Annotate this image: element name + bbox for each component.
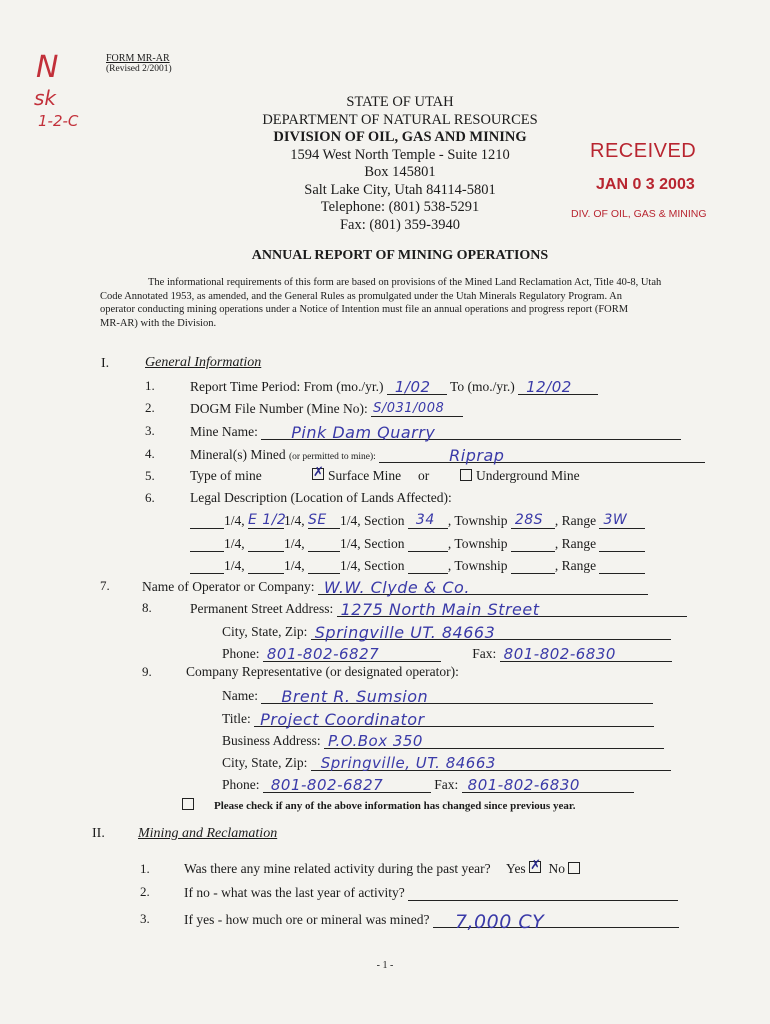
township-label: Township	[454, 513, 508, 528]
yes-label: Yes	[506, 861, 526, 876]
agency-state: STATE OF UTAH	[346, 94, 454, 110]
legal-section-value: 34	[415, 512, 435, 528]
agency-city: Salt Lake City, Utah 84114-5801	[304, 181, 496, 198]
yes-checkbox[interactable]	[529, 861, 541, 873]
legal-row: 1/4, E 1/21/4, SE 1/4, Section 34 , Township 28S , Range 3W	[190, 512, 645, 529]
type-label: Type of mine	[190, 468, 262, 483]
item-number: 1.	[145, 378, 155, 393]
legal-range-field[interactable]	[599, 557, 645, 574]
rep-name-label: Name:	[222, 688, 258, 703]
item-number: 1.	[140, 861, 150, 876]
last-activity-question: If no - what was the last year of activity?	[184, 885, 405, 900]
item-number: 3.	[145, 423, 155, 438]
quarter-label: 1/4,	[224, 558, 245, 573]
activity-question: Was there any mine related activity during the past year?	[184, 861, 491, 876]
intro-line: MR-AR) with the Division.	[100, 317, 217, 329]
section1-numeral: I.	[101, 356, 110, 371]
rep-title-label: Title:	[222, 711, 251, 726]
last-activity-field[interactable]	[408, 884, 678, 901]
legal-quarter-field[interactable]	[190, 535, 224, 552]
csz-value: Springville UT. 84663	[314, 623, 496, 642]
rep-phone-value: 801-802-6827	[270, 776, 384, 794]
street-label: Permanent Street Address:	[190, 601, 334, 616]
margin-note-initials: sk	[34, 86, 57, 110]
amount-mined-row	[184, 911, 679, 933]
legal-quarter2-value: E 1/2	[248, 512, 287, 528]
rep-phone-field[interactable]	[263, 776, 431, 793]
rep-csz-value: Springville, UT. 84663	[320, 754, 496, 772]
file-number-value: S/031/008	[373, 401, 445, 416]
rep-title-field[interactable]	[254, 710, 654, 727]
legal-row: 1/4, 1/4, 1/4, Section , Township , Range	[190, 557, 645, 574]
legal-quarter-field[interactable]	[248, 535, 284, 552]
legal-range-field[interactable]	[599, 535, 645, 552]
agency-division: DIVISION OF OIL, GAS AND MINING	[273, 129, 527, 145]
surface-mine-label: Surface Mine	[328, 468, 402, 483]
phone-row	[222, 645, 672, 662]
section1-heading: General Information	[145, 355, 262, 370]
legal-quarter3-value: SE	[308, 512, 327, 528]
township-label: Township	[454, 558, 508, 573]
report-from-field[interactable]	[387, 378, 447, 395]
margin-note-date: 1-2-C	[38, 112, 79, 130]
received-office: DIV. OF OIL, GAS & MINING	[571, 208, 707, 220]
intro-line: operator conducting mining operations under a Notice of Intention must file an annual operations and progress report (FORM	[100, 304, 629, 315]
last-activity-row	[184, 884, 678, 901]
surface-mine-option[interactable]	[312, 468, 401, 484]
fax-field[interactable]	[500, 645, 672, 662]
legal-quarter-field[interactable]	[248, 512, 287, 529]
underground-mine-checkbox[interactable]	[460, 469, 472, 481]
form-revised: (Revised 2/2001)	[106, 64, 172, 74]
legal-township-field[interactable]	[511, 535, 555, 552]
margin-note-n: N	[36, 50, 59, 85]
operator-value: W.W. Clyde & Co.	[323, 578, 470, 597]
amount-mined-value: 7,000 CY	[454, 911, 545, 933]
report-period-row	[190, 378, 598, 395]
legal-quarter-field[interactable]	[190, 557, 224, 574]
file-number-label: DOGM File Number (Mine No):	[190, 401, 368, 416]
legal-section-field[interactable]	[408, 512, 448, 529]
mine-name-field[interactable]	[261, 423, 681, 440]
rep-csz-field[interactable]	[311, 754, 671, 771]
township-label: Township	[454, 536, 508, 551]
legal-quarter-field[interactable]	[248, 557, 284, 574]
rep-name-field[interactable]	[261, 687, 653, 704]
rep-address-row	[222, 732, 664, 749]
quarter-label: 1/4,	[224, 513, 245, 528]
section-label: 1/4, Section	[340, 536, 405, 551]
minerals-note: (or permitted to mine):	[288, 452, 376, 462]
rep-name-row	[222, 687, 653, 704]
rep-title-row	[222, 710, 654, 727]
operator-label: Name of Operator or Company:	[142, 579, 315, 594]
agency-header	[200, 94, 600, 234]
street-value: 1275 North Main Street	[340, 600, 540, 619]
street-row	[190, 600, 687, 617]
rep-fax-label: Fax:	[434, 777, 459, 792]
rep-address-value: P.O.Box 350	[328, 732, 423, 750]
quarter-label: 1/4,	[284, 558, 305, 573]
report-from-value: 1/02	[394, 378, 431, 396]
report-to-label: To (mo./yr.)	[450, 379, 515, 394]
phone-field[interactable]	[263, 645, 441, 662]
rep-csz-label: City, State, Zip:	[222, 755, 308, 770]
legal-range-value: 3W	[603, 512, 628, 528]
rep-csz-row	[222, 754, 671, 771]
report-to-field[interactable]	[518, 378, 598, 395]
item-number: 8.	[142, 600, 152, 615]
rep-phone-label: Phone:	[222, 777, 260, 792]
agency-fax: Fax: (801) 359-3940	[339, 216, 460, 233]
csz-field[interactable]	[311, 623, 671, 640]
agency-address1: 1594 West North Temple - Suite 1210	[290, 146, 510, 163]
changed-checkbox[interactable]	[182, 798, 194, 810]
section-label: 1/4, Section	[340, 558, 405, 573]
section-label: 1/4, Section	[340, 513, 405, 528]
page-number: - 1 -	[376, 960, 394, 971]
minerals-value: Riprap	[449, 446, 505, 465]
minerals-label: Mineral(s) Mined	[190, 447, 286, 462]
rep-name-value: Brent R. Sumsion	[281, 687, 429, 706]
intro-line: The informational requirements of this form are based on provisions of the Mined Land Reclamation Act, Title 40-8, Utah	[148, 277, 662, 288]
quarter-label: 1/4,	[284, 513, 305, 528]
legal-quarter-field[interactable]	[308, 512, 340, 529]
amount-mined-field[interactable]	[433, 911, 679, 933]
minerals-field[interactable]	[379, 446, 705, 463]
mine-name-value: Pink Dam Quarry	[291, 423, 436, 442]
range-label: Range	[561, 513, 597, 528]
no-label: No	[548, 861, 565, 876]
legal-township-field[interactable]	[511, 512, 555, 529]
no-checkbox[interactable]	[568, 862, 580, 874]
item-number: 9.	[142, 664, 152, 679]
item-number: 4.	[145, 446, 155, 461]
received-date: JAN 0 3 2003	[596, 176, 695, 193]
legal-township-value: 28S	[514, 512, 544, 528]
rep-address-label: Business Address:	[222, 733, 321, 748]
activity-question-row	[184, 861, 584, 877]
range-label: Range	[561, 536, 597, 551]
range-label: Range	[561, 558, 597, 573]
legal-quarter-field[interactable]	[308, 535, 340, 552]
form-code: FORM MR-AR	[106, 53, 170, 64]
agency-telephone: Telephone: (801) 538-5291	[320, 199, 480, 215]
rep-phone-row	[222, 776, 634, 793]
file-number-row	[190, 400, 463, 417]
report-to-value: 12/02	[526, 378, 572, 396]
legal-range-field[interactable]	[599, 512, 645, 529]
rep-title-value: Project Coordinator	[260, 710, 425, 729]
quarter-label: 1/4,	[224, 536, 245, 551]
intro-paragraph	[100, 276, 661, 330]
item-number: 2.	[145, 400, 155, 415]
legal-section-field[interactable]	[408, 535, 448, 552]
item-number: 2.	[140, 884, 150, 899]
fax-value: 801-802-6830	[503, 645, 616, 663]
report-period-label: Report Time Period: From (mo./yr.)	[190, 379, 384, 394]
received-stamp: RECEIVED	[590, 140, 697, 162]
rep-fax-value: 801-802-6830	[467, 776, 580, 794]
amount-mined-question: If yes - how much ore or mineral was mined?	[184, 912, 430, 927]
rep-fax-field[interactable]	[462, 776, 634, 793]
rep-address-field[interactable]	[324, 732, 664, 749]
report-title: ANNUAL REPORT OF MINING OPERATIONS	[251, 248, 549, 263]
street-field[interactable]	[337, 600, 687, 617]
fax-label: Fax:	[472, 646, 497, 661]
changed-row	[182, 798, 575, 812]
quarter-label: 1/4,	[284, 536, 305, 551]
operator-row	[142, 578, 648, 595]
legal-township-field[interactable]	[511, 557, 555, 574]
underground-mine-label: Underground Mine	[476, 468, 580, 483]
minerals-row	[190, 446, 705, 463]
agency-address2: Box 145801	[364, 164, 436, 180]
legal-quarter-field[interactable]	[190, 512, 224, 529]
file-number-field[interactable]	[371, 400, 463, 417]
surface-mine-checkbox[interactable]	[312, 468, 324, 480]
legal-row: 1/4, 1/4, 1/4, Section , Township , Range	[190, 535, 645, 552]
phone-value: 801-802-6827	[266, 645, 380, 663]
mine-name-label: Mine Name:	[190, 424, 258, 439]
agency-department: DEPARTMENT OF NATURAL RESOURCES	[262, 111, 538, 128]
section2-heading: Mining and Reclamation	[138, 826, 278, 841]
intro-line: Code Annotated 1953, as amended, and the General Rules as promulgated under the Utah Minerals Regulatory Program. An	[100, 290, 622, 302]
item-number: 7.	[100, 578, 110, 593]
item-number: 3.	[140, 911, 150, 926]
operator-field[interactable]	[318, 578, 648, 595]
legal-description-label: Legal Description (Location of Lands Affected):	[190, 490, 452, 505]
mine-name-row	[190, 423, 681, 440]
underground-mine-option[interactable]	[460, 468, 580, 484]
item-number: 6.	[145, 490, 155, 505]
item-number: 5.	[145, 468, 155, 483]
or-text: or	[418, 468, 430, 483]
section2-numeral: II.	[92, 826, 105, 841]
changed-label: Please check if any of the above information has changed since previous year.	[214, 800, 576, 812]
rep-label: Company Representative (or designated operator):	[186, 664, 459, 679]
city-state-zip-row	[222, 623, 671, 640]
legal-section-field[interactable]	[408, 557, 448, 574]
csz-label: City, State, Zip:	[222, 624, 308, 639]
phone-label: Phone:	[222, 646, 260, 661]
legal-quarter-field[interactable]	[308, 557, 340, 574]
